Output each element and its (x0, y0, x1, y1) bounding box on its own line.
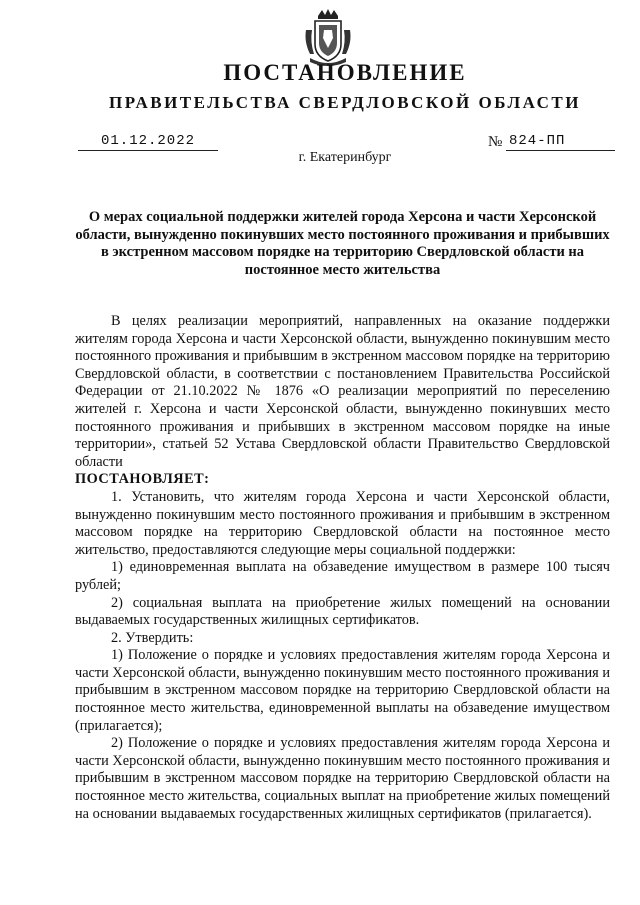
document-body (75, 313, 610, 823)
document-city: г. Екатеринбург (298, 150, 392, 165)
clause-2-2: 2) Положение о порядке и условиях предоставления жителям города Херсона и части Херсонской области, вынужденно покинувшим место постоянного проживания и прибывшим в экстренном массовом порядке на территорию Свердловской области на постоянное место жительства, социальных выплат на приобретение жилых помещений на основании выдаваемых государственных жилищных сертификатов (прилагается). (75, 735, 610, 822)
clause-1-1: 1) единовременная выплата на обзаведение имуществом в размере 100 тысяч рублей; (75, 559, 610, 593)
number-label: № (488, 134, 503, 150)
document-title: ПОСТАНОВЛЕНИЕ (223, 60, 467, 85)
clause-1: 1. Установить, что жителям города Херсона и части Херсонской области, вынужденно покинувшим место постоянного проживания и прибывшим в экстренном массовом порядке на территорию Свердловской области на постоянное место жительство, предоставляются следующие меры социальной поддержки: (75, 488, 610, 558)
document-heading: О мерах социальной поддержки жителей города Херсона и части Херсонской области, вынужденно покинувших место постоянного проживания и прибывших в экстренном массовом порядке на территорию Свердловской области на постоянное место жительства (75, 209, 610, 278)
preamble-paragraph: В целях реализации мероприятий, направленных на оказание поддержки жителям города Херсона и части Херсонской области, вынужденно покинувшим место постоянного проживания и прибывшим в экстренном массовом порядке на территорию Свердловской области, в соответствии с постановлением Правительства Российской Федерации от 21.10.2022 № 1876 «О реализации мероприятий по переселению жителей г. Херсона и части Херсонской области, вынужденно покинувших место постоянного проживания и прибывших в экстренном массовом порядке на иные территории», статьей 52 Устава Свердловской области Правительство Свердловской области (75, 313, 610, 470)
clause-1-2: 2) социальная выплата на приобретение жилых помещений на основании выдаваемых государственных жилищных сертификатов. (75, 594, 610, 629)
document-number: 824-ПП (506, 133, 615, 151)
resolves-heading: ПОСТАНОВЛЯЕТ: (75, 471, 210, 488)
coat-of-arms-icon (302, 8, 354, 68)
document-date: 01.12.2022 (78, 133, 218, 151)
clause-2-1: 1) Положение о порядке и условиях предоставления жителям города Херсона и части Херсонской области, вынужденно покинувшим место постоянного проживания и прибывшим в экстренном массовом порядке на территорию Свердловской области на постоянное место жительства, единовременной выплаты на обзаведение имуществом (прилагается); (75, 647, 610, 734)
issuing-authority: ПРАВИТЕЛЬСТВА СВЕРДЛОВСКОЙ ОБЛАСТИ (109, 93, 581, 112)
clause-2: 2. Утвердить: (111, 629, 194, 646)
